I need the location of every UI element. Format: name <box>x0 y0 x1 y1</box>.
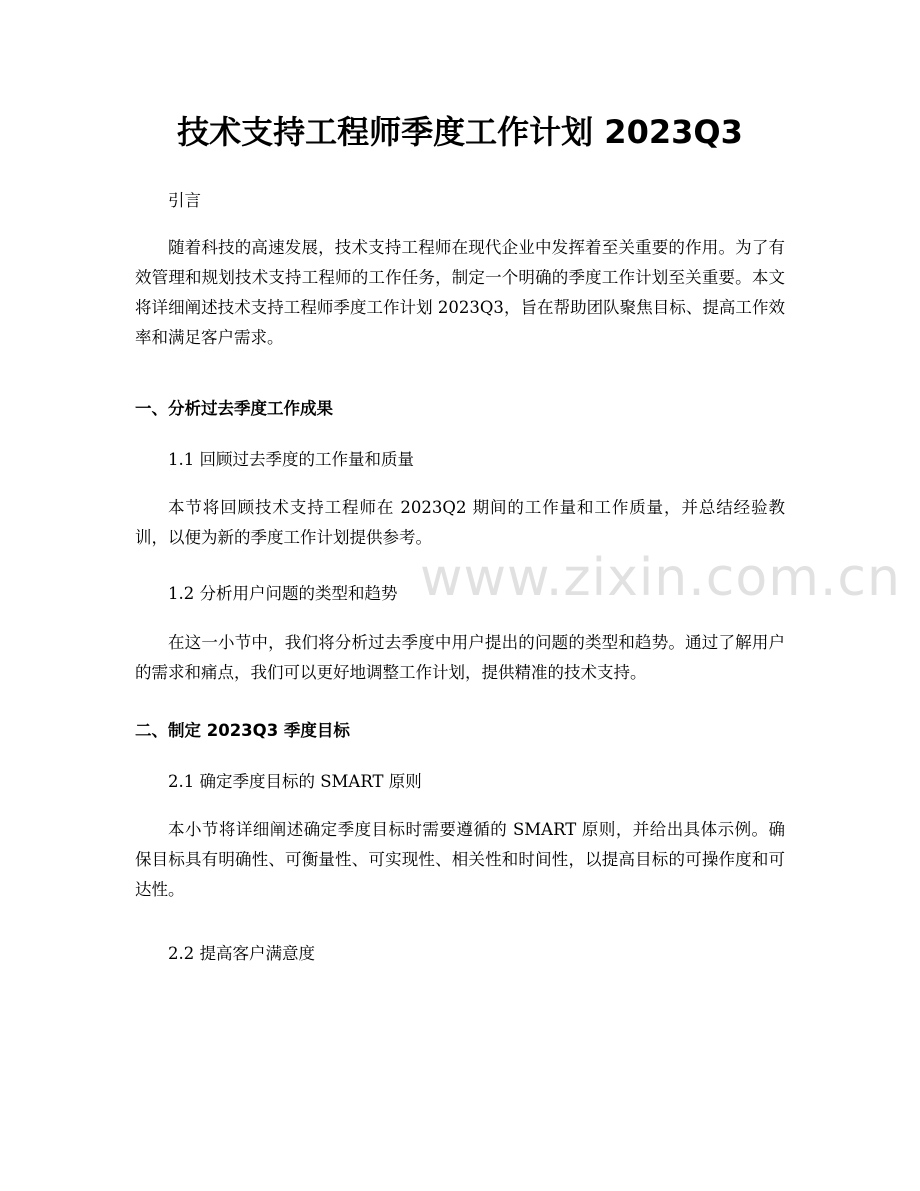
subsection-2-2-heading: 2.2 提高客户满意度 <box>168 944 315 963</box>
subsection-1-2-heading: 1.2 分析用户问题的类型和趋势 <box>168 584 398 603</box>
section-1-heading: 一、分析过去季度工作成果 <box>135 399 333 418</box>
subsection-2-1-heading: 2.1 确定季度目标的 SMART 原则 <box>168 772 422 791</box>
document-title: 技术支持工程师季度工作计划 2023Q3 <box>177 113 743 151</box>
subsection-2-1-paragraph: 本小节将详细阐述确定季度目标时需要遵循的 SMART 原则，并给出具体示例。确保目标具有明确性、可衡量性、可实现性、相关性和时间性，以提高目标的可操作度和可达性。 <box>135 820 785 899</box>
watermark: www.zixin.com.cn <box>420 548 901 608</box>
subsection-1-1-paragraph: 本节将回顾技术支持工程师在 2023Q2 期间的工作量和工作质量，并总结经验教训，以便为新的季度工作计划提供参考。 <box>135 498 785 547</box>
intro-paragraph: 随着科技的高速发展，技术支持工程师在现代企业中发挥着至关重要的作用。为了有效管理和规划技术支持工程师的工作任务，制定一个明确的季度工作计划至关重要。本文将详细阐述技术支持工程师季度工作计划 2023Q3，旨在帮助团队聚焦目标、提高工作效率和满足客户需求。 <box>135 238 785 347</box>
subsection-1-2-paragraph: 在这一小节中，我们将分析过去季度中用户提出的问题的类型和趋势。通过了解用户的需求和痛点，我们可以更好地调整工作计划，提供精准的技术支持。 <box>135 633 785 682</box>
intro-label: 引言 <box>168 191 201 210</box>
subsection-1-1-heading: 1.1 回顾过去季度的工作量和质量 <box>168 450 414 469</box>
section-2-heading: 二、制定 2023Q3 季度目标 <box>135 721 350 740</box>
